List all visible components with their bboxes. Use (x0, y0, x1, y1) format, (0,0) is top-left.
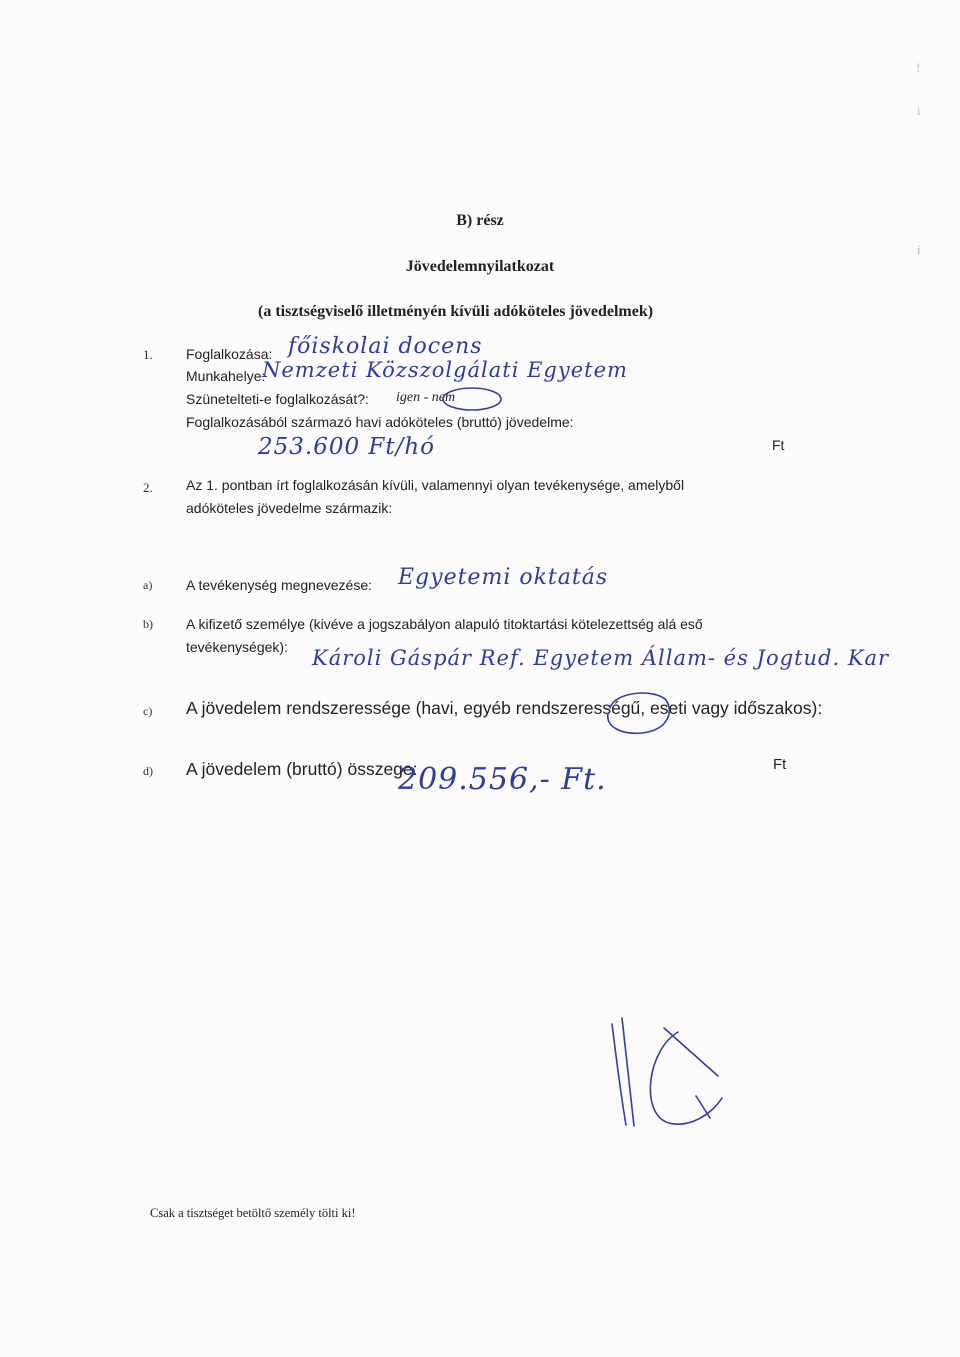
margin-mark-2: i (917, 103, 921, 118)
item2-text-line2: adóköteles jövedelme származik: (186, 500, 393, 516)
item2b-letter: b) (143, 617, 153, 631)
occupation-label: Foglalkozása: (186, 346, 273, 362)
item2c-letter: c) (143, 704, 153, 718)
workplace-label: Munkahelye: (186, 368, 266, 384)
suspended-label: Szünetelteti-e foglalkozását?: (186, 391, 369, 407)
footer-note: Csak a tisztséget betöltő személy tölti ki! (150, 1206, 356, 1220)
occupation-value: főiskolai docens (288, 334, 483, 359)
item2-number: 2. (143, 480, 153, 495)
suspended-options: igen - nem (396, 390, 456, 405)
margin-mark-3: i (917, 242, 921, 257)
income-label: Foglalkozásából származó havi adóköteles (bruttó) jövedelme: (186, 414, 574, 430)
suspended-selected-circle (440, 385, 506, 415)
item2d-letter: d) (143, 764, 153, 778)
income-currency: Ft (772, 437, 785, 453)
workplace-value: Nemzeti Közszolgálati Egyetem (262, 358, 628, 382)
activity-label: A tevékenység megnevezése: (186, 577, 373, 593)
margin-mark-1: ! (916, 60, 921, 75)
form-title: Jövedelemnyilatkozat (405, 258, 555, 275)
item2a-letter: a) (143, 578, 153, 592)
payer-value: Károli Gáspár Ref. Egyetem Állam- és Jogtud. Kar (312, 646, 890, 670)
item2-text-line1: Az 1. pontban írt foglalkozásán kívüli, valamennyi olyan tevékenysége, amelyből (186, 477, 685, 493)
income-value: 253.600 Ft/hó (258, 434, 436, 460)
regularity-selected-circle (602, 686, 674, 740)
payer-label-line1: A kifizető személye (kivéve a jogszabályon alapuló titoktartási kötelezettség alá eső (186, 616, 703, 632)
amount-label: A jövedelem (bruttó) összege: (186, 759, 418, 779)
section-title: B) rész (456, 212, 504, 229)
amount-currency: Ft (773, 756, 787, 773)
form-subtitle: (a tisztségviselő illetményén kívüli adóköteles jövedelmek) (258, 303, 654, 320)
payer-label-line2: tevékenységek): (186, 639, 288, 655)
activity-value: Egyetemi oktatás (398, 565, 609, 590)
amount-value: 209.556,- Ft. (398, 762, 607, 797)
item1-number: 1. (143, 347, 153, 362)
regularity-label: A jövedelem rendszeressége (havi, egyéb rendszerességű, eseti vagy időszakos): (186, 698, 823, 718)
handwritten-signature (600, 1010, 750, 1140)
